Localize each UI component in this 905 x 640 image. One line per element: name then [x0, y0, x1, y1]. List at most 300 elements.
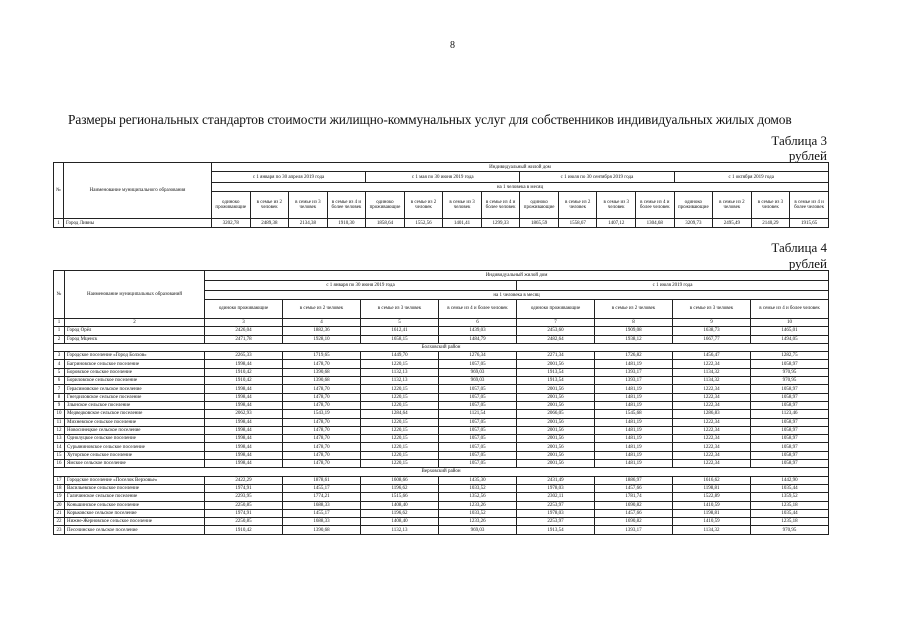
row-name: Злынское сельское поселение [65, 401, 205, 409]
table4-column-number: 3 [205, 319, 283, 327]
value-cell: 1352,56 [439, 493, 517, 501]
table4-column-number: 10 [751, 319, 829, 327]
table-row [54, 476, 829, 484]
table-row [54, 360, 829, 368]
value-cell: 1222,34 [673, 385, 751, 393]
table3-caption: Таблица 3 [771, 133, 827, 148]
table-row [54, 377, 829, 385]
row-name: Багриновское сельское поселение [65, 360, 205, 368]
row-number: 10 [54, 410, 65, 418]
row-number: 4 [54, 360, 65, 368]
value-cell: 1774,21 [283, 493, 361, 501]
value-cell: 1690,82 [595, 518, 673, 526]
value-cell: 1057,05 [439, 460, 517, 468]
value-cell: 1410,59 [673, 501, 751, 509]
row-number: 1 [54, 327, 65, 335]
value-cell: 1552,56 [404, 219, 443, 228]
row-number: 20 [54, 501, 65, 509]
value-cell: 1910,42 [205, 377, 283, 385]
table4-header-column: в семье из 2 человек [595, 300, 673, 319]
table4-header-column: в семье из 3 человек [673, 300, 751, 319]
row-number: 18 [54, 484, 65, 492]
value-cell: 1998,44 [205, 418, 283, 426]
value-cell: 1781,74 [595, 493, 673, 501]
value-cell: 1058,97 [751, 360, 829, 368]
value-cell: 1998,44 [205, 401, 283, 409]
row-name: Однолуцкое сельское поселение [65, 435, 205, 443]
value-cell: 1299,33 [481, 219, 520, 228]
value-cell: 1282,75 [751, 352, 829, 360]
value-cell: 3202,78 [212, 219, 251, 228]
value-cell: 1057,05 [439, 435, 517, 443]
row-number: 15 [54, 451, 65, 459]
value-cell: 2271,34 [517, 352, 595, 360]
row-name: Хуторское сельское поселение [65, 451, 205, 459]
value-cell: 1616,62 [673, 476, 751, 484]
value-cell: 1222,34 [673, 451, 751, 459]
row-number: 13 [54, 435, 65, 443]
row-number: 23 [54, 526, 65, 534]
table-row [54, 385, 829, 393]
table4-column-number: 6 [439, 319, 517, 327]
value-cell: 1220,15 [361, 385, 439, 393]
value-cell: 1478,70 [283, 401, 361, 409]
value-cell: 1222,34 [673, 426, 751, 434]
value-cell: 2001,56 [517, 443, 595, 451]
value-cell: 1057,05 [439, 443, 517, 451]
table-row [54, 410, 829, 418]
section-row [54, 468, 829, 476]
row-name: Городское поселение «Город Болхов» [65, 352, 205, 360]
value-cell: 1439,03 [439, 327, 517, 335]
value-cell: 1359,52 [751, 493, 829, 501]
value-cell: 2001,56 [517, 393, 595, 401]
row-name: Медведковское сельское поселение [65, 410, 205, 418]
value-cell: 1478,70 [283, 460, 361, 468]
table3-header-column: одиноко проживающие [212, 192, 251, 219]
value-cell: 1978,03 [517, 484, 595, 492]
table-row [54, 335, 829, 343]
value-cell: 2426,04 [205, 327, 283, 335]
table-row [54, 493, 829, 501]
row-number: 9 [54, 401, 65, 409]
value-cell: 1393,17 [595, 368, 673, 376]
value-cell: 1057,05 [439, 451, 517, 459]
table-row [54, 443, 829, 451]
value-cell: 2001,56 [517, 435, 595, 443]
value-cell: 1910,30 [327, 219, 366, 228]
table3-header-column: в семье из 2 человек [558, 192, 597, 219]
value-cell: 1688,33 [283, 501, 361, 509]
value-cell: 2265,33 [205, 352, 283, 360]
row-number: 7 [54, 385, 65, 393]
value-cell: 1608,66 [361, 476, 439, 484]
value-cell: 1121,54 [439, 410, 517, 418]
value-cell: 1284,64 [361, 410, 439, 418]
value-cell: 1410,59 [673, 518, 751, 526]
value-cell: 1978,03 [517, 509, 595, 517]
value-cell: 969,03 [439, 526, 517, 534]
value-cell: 1481,19 [595, 443, 673, 451]
value-cell: 1132,13 [361, 368, 439, 376]
value-cell: 1393,17 [595, 526, 673, 534]
value-cell: 1998,44 [205, 443, 283, 451]
table3-header-column: одиноко проживающие [674, 192, 713, 219]
value-cell: 1882,36 [283, 327, 361, 335]
value-cell: 1494,05 [751, 335, 829, 343]
value-cell: 2001,56 [517, 418, 595, 426]
value-cell: 1058,97 [751, 443, 829, 451]
row-number: 16 [54, 460, 65, 468]
value-cell: 1220,15 [361, 435, 439, 443]
value-cell: 1222,34 [673, 360, 751, 368]
value-cell: 1057,05 [439, 393, 517, 401]
value-cell: 970,95 [751, 377, 829, 385]
table-row [54, 509, 829, 517]
table4-header-number: № [54, 271, 65, 319]
table4-column-number: 1 [54, 319, 65, 327]
value-cell: 2134,38 [289, 219, 328, 228]
row-number: 19 [54, 493, 65, 501]
value-cell: 1478,70 [283, 360, 361, 368]
value-cell: 1058,97 [751, 385, 829, 393]
table4-header-group: Индивидуальный жилой дом [205, 271, 829, 281]
value-cell: 2250,85 [205, 501, 283, 509]
table3-header-column: одиноко проживающие [366, 192, 405, 219]
value-cell: 1522,89 [673, 493, 751, 501]
value-cell: 2001,56 [517, 401, 595, 409]
value-cell: 1033,52 [439, 509, 517, 517]
value-cell: 1233,26 [439, 518, 517, 526]
value-cell: 1035,44 [751, 509, 829, 517]
value-cell: 970,95 [751, 368, 829, 376]
value-cell: 2066,05 [517, 410, 595, 418]
value-cell: 1658,15 [361, 335, 439, 343]
table3-header-column: в семье из 3 человек [443, 192, 482, 219]
row-number: 22 [54, 518, 65, 526]
table3-header-column: в семье из 2 человек [250, 192, 289, 219]
value-cell: 1057,05 [439, 360, 517, 368]
value-cell: 1481,19 [595, 401, 673, 409]
table-row [54, 501, 829, 509]
value-cell: 3209,73 [674, 219, 713, 228]
table3-header-column: в семье из 4 и более человек [481, 192, 520, 219]
value-cell: 2253,97 [517, 501, 595, 509]
value-cell: 2001,56 [517, 360, 595, 368]
value-cell: 1033,52 [439, 484, 517, 492]
table4-column-number: 8 [595, 319, 673, 327]
value-cell: 1478,70 [283, 426, 361, 434]
row-number: 6 [54, 377, 65, 385]
table3-header-column: в семье из 3 человек [289, 192, 328, 219]
row-name: Ямское сельское поселение [65, 460, 205, 468]
value-cell: 1058,97 [751, 401, 829, 409]
value-cell: 1390,68 [283, 377, 361, 385]
row-name: Михневское сельское поселение [65, 418, 205, 426]
table4-units: рублей [788, 256, 827, 271]
table4-header-column: в семье из 2 человек [283, 300, 361, 319]
table4-column-number: 9 [673, 319, 751, 327]
value-cell: 1481,19 [595, 418, 673, 426]
value-cell: 1457,66 [595, 509, 673, 517]
row-name: Город Ливны [64, 219, 212, 228]
value-cell: 1235,18 [751, 518, 829, 526]
value-cell: 1938,12 [595, 335, 673, 343]
row-name: Галичинское сельское поселение [65, 493, 205, 501]
value-cell: 1198,81 [673, 484, 751, 492]
table4-header-period: с 1 июля 2019 года [517, 281, 829, 291]
table3-header-group: Индивидуальный жилой дом [212, 163, 829, 172]
table4-column-number: 5 [361, 319, 439, 327]
value-cell: 2062,93 [205, 410, 283, 418]
table4-header-column: в семье из 4 и более человек [751, 300, 829, 319]
row-number: 17 [54, 476, 65, 484]
row-number: 8 [54, 393, 65, 401]
table-row [54, 418, 829, 426]
value-cell: 1058,97 [751, 418, 829, 426]
value-cell: 1220,15 [361, 460, 439, 468]
row-number: 3 [54, 352, 65, 360]
value-cell: 1481,19 [595, 385, 673, 393]
section-row [54, 343, 829, 351]
value-cell: 1998,44 [205, 385, 283, 393]
value-cell: 1974,91 [205, 484, 283, 492]
value-cell: 1878,61 [283, 476, 361, 484]
value-cell: 1408,40 [361, 518, 439, 526]
value-cell: 2495,49 [713, 219, 752, 228]
value-cell: 1690,82 [595, 501, 673, 509]
value-cell: 1481,19 [595, 460, 673, 468]
table4 [53, 270, 829, 535]
table3-header-column: в семье из 3 человек [751, 192, 790, 219]
value-cell: 1220,15 [361, 443, 439, 451]
value-cell: 1435,30 [439, 476, 517, 484]
value-cell: 1858,64 [366, 219, 405, 228]
value-cell: 1057,05 [439, 401, 517, 409]
value-cell: 2253,97 [517, 518, 595, 526]
table4-column-number: 2 [65, 319, 205, 327]
value-cell: 2302,11 [517, 493, 595, 501]
value-cell: 1478,70 [283, 451, 361, 459]
value-cell: 1058,97 [751, 451, 829, 459]
table4-column-number: 4 [283, 319, 361, 327]
value-cell: 1196,62 [361, 484, 439, 492]
value-cell: 1481,19 [595, 426, 673, 434]
value-cell: 1481,19 [595, 435, 673, 443]
value-cell: 1123,46 [751, 410, 829, 418]
value-cell: 1220,15 [361, 418, 439, 426]
value-cell: 1667,77 [673, 335, 751, 343]
value-cell: 1478,70 [283, 418, 361, 426]
value-cell: 1276,34 [439, 352, 517, 360]
value-cell: 2471,78 [205, 335, 283, 343]
value-cell: 1612,41 [361, 327, 439, 335]
value-cell: 1058,97 [751, 460, 829, 468]
row-name: Корьковское сельское поселение [65, 509, 205, 517]
table-row [54, 219, 829, 228]
table3-header-column: в семье из 3 человек [597, 192, 636, 219]
value-cell: 1057,05 [439, 385, 517, 393]
table4-column-number: 7 [517, 319, 595, 327]
table-row [54, 451, 829, 459]
value-cell: 1390,68 [283, 368, 361, 376]
value-cell: 969,03 [439, 368, 517, 376]
row-name: Гнездиловское сельское поселение [65, 393, 205, 401]
table-row [54, 526, 829, 534]
table-row [54, 518, 829, 526]
value-cell: 1913,54 [517, 377, 595, 385]
value-cell: 1134,32 [673, 368, 751, 376]
value-cell: 1909,08 [595, 327, 673, 335]
value-cell: 1998,44 [205, 451, 283, 459]
table4-caption: Таблица 4 [771, 240, 827, 255]
value-cell: 1998,44 [205, 426, 283, 434]
value-cell: 1913,54 [517, 526, 595, 534]
value-cell: 1913,54 [517, 368, 595, 376]
value-cell: 1058,97 [751, 435, 829, 443]
row-name: Васильевское сельское поселение [65, 484, 205, 492]
value-cell: 1449,70 [361, 352, 439, 360]
value-cell: 1132,13 [361, 526, 439, 534]
value-cell: 1456,47 [673, 352, 751, 360]
page-number: 8 [450, 40, 455, 51]
row-name: Городское поселение «Поселок Верховье» [65, 476, 205, 484]
value-cell: 1455,17 [283, 484, 361, 492]
value-cell: 1455,17 [283, 509, 361, 517]
value-cell: 1457,66 [595, 484, 673, 492]
table3-header-column: в семье из 2 человек [404, 192, 443, 219]
table3-header-column: в семье из 4 и более человек [790, 192, 829, 219]
value-cell: 2431,49 [517, 476, 595, 484]
row-number: 1 [54, 219, 64, 228]
value-cell: 1220,15 [361, 426, 439, 434]
row-name: Город Орёл [65, 327, 205, 335]
value-cell: 1638,73 [673, 327, 751, 335]
value-cell: 1393,17 [595, 377, 673, 385]
table3-units: рублей [788, 148, 827, 163]
row-name: Новосинецкое сельское поселение [65, 426, 205, 434]
value-cell: 1220,15 [361, 360, 439, 368]
value-cell: 1998,44 [205, 393, 283, 401]
row-number: 14 [54, 443, 65, 451]
section-title: Болховский район [54, 343, 829, 351]
row-name: Сурьяниновское сельское поселение [65, 443, 205, 451]
value-cell: 1196,62 [361, 509, 439, 517]
table3-header-period: с 1 января по 30 апреля 2019 года [212, 172, 366, 183]
table3-header-period: с 1 июля по 30 сентября 2019 года [520, 172, 674, 183]
value-cell: 1481,19 [595, 451, 673, 459]
table4-header-subgroup: на 1 человека в месяц [205, 291, 829, 300]
row-name: Нижне-Жерновское сельское поселение [65, 518, 205, 526]
value-cell: 1220,15 [361, 451, 439, 459]
row-name: Герасимовское сельское поселение [65, 385, 205, 393]
value-cell: 1222,34 [673, 435, 751, 443]
value-cell: 1719,65 [283, 352, 361, 360]
value-cell: 1035,44 [751, 484, 829, 492]
document-title: Размеры региональных стандартов стоимости жилищно-коммунальных услуг для собственников индивидуальных жилых домов [68, 112, 792, 127]
value-cell: 1726,82 [595, 352, 673, 360]
value-cell: 1401,41 [443, 219, 482, 228]
value-cell: 2422,29 [205, 476, 283, 484]
value-cell: 1928,10 [283, 335, 361, 343]
row-name: Город Мценск [65, 335, 205, 343]
value-cell: 1478,70 [283, 443, 361, 451]
value-cell: 1286,83 [673, 410, 751, 418]
value-cell: 1478,70 [283, 393, 361, 401]
row-number: 21 [54, 509, 65, 517]
table-row [54, 435, 829, 443]
value-cell: 1057,05 [439, 426, 517, 434]
value-cell: 1974,91 [205, 509, 283, 517]
table3-header-column: одиноко проживающие [520, 192, 559, 219]
value-cell: 1688,33 [283, 518, 361, 526]
table3-header-number: № [54, 163, 64, 219]
value-cell: 1220,15 [361, 401, 439, 409]
row-number: 11 [54, 418, 65, 426]
row-name: Песочинское сельское поселение [65, 526, 205, 534]
value-cell: 1222,34 [673, 460, 751, 468]
value-cell: 1220,15 [361, 393, 439, 401]
row-name: Коньшинское сельское поселение [65, 501, 205, 509]
table3-header-name: Наименование муниципального образования [64, 163, 212, 219]
value-cell: 1481,19 [595, 393, 673, 401]
table4-header-column: в семье из 4 и более человек [439, 300, 517, 319]
value-cell: 2250,85 [205, 518, 283, 526]
value-cell: 1465,01 [751, 327, 829, 335]
row-name: Боровское сельское поселение [65, 368, 205, 376]
table-row [54, 426, 829, 434]
value-cell: 1998,44 [205, 435, 283, 443]
value-cell: 1222,34 [673, 393, 751, 401]
value-cell: 1515,66 [361, 493, 439, 501]
value-cell: 1558,67 [558, 219, 597, 228]
value-cell: 2489,38 [250, 219, 289, 228]
value-cell: 1910,42 [205, 526, 283, 534]
table3-header-period: с 1 мая по 30 июня 2019 года [366, 172, 520, 183]
value-cell: 1057,05 [439, 418, 517, 426]
value-cell: 1222,34 [673, 418, 751, 426]
table-row [54, 393, 829, 401]
value-cell: 970,95 [751, 526, 829, 534]
value-cell: 1886,97 [595, 476, 673, 484]
value-cell: 1915,65 [790, 219, 829, 228]
value-cell: 1235,18 [751, 501, 829, 509]
value-cell: 1481,19 [595, 360, 673, 368]
value-cell: 1134,32 [673, 526, 751, 534]
value-cell: 1407,12 [597, 219, 636, 228]
value-cell: 2001,56 [517, 385, 595, 393]
table-row [54, 484, 829, 492]
table4-header-period: с 1 января по 30 июня 2019 года [205, 281, 517, 291]
table4-header-name: Наименование муниципальных образований [65, 271, 205, 319]
value-cell: 1058,97 [751, 393, 829, 401]
table3-header-period: с 1 октября 2019 года [674, 172, 828, 183]
table-row [54, 368, 829, 376]
value-cell: 1134,32 [673, 377, 751, 385]
value-cell: 1222,34 [673, 443, 751, 451]
value-cell: 1543,19 [283, 410, 361, 418]
value-cell: 1304,68 [636, 219, 675, 228]
value-cell: 1998,44 [205, 460, 283, 468]
row-number: 2 [54, 335, 65, 343]
row-number: 12 [54, 426, 65, 434]
table4-header-column: одиноко проживающие [517, 300, 595, 319]
table3-header-column: в семье из 4 и более человек [327, 192, 366, 219]
row-name: Бориловское сельское поселение [65, 377, 205, 385]
value-cell: 969,03 [439, 377, 517, 385]
table4-header-column: одиноко проживающие [205, 300, 283, 319]
row-number: 5 [54, 368, 65, 376]
